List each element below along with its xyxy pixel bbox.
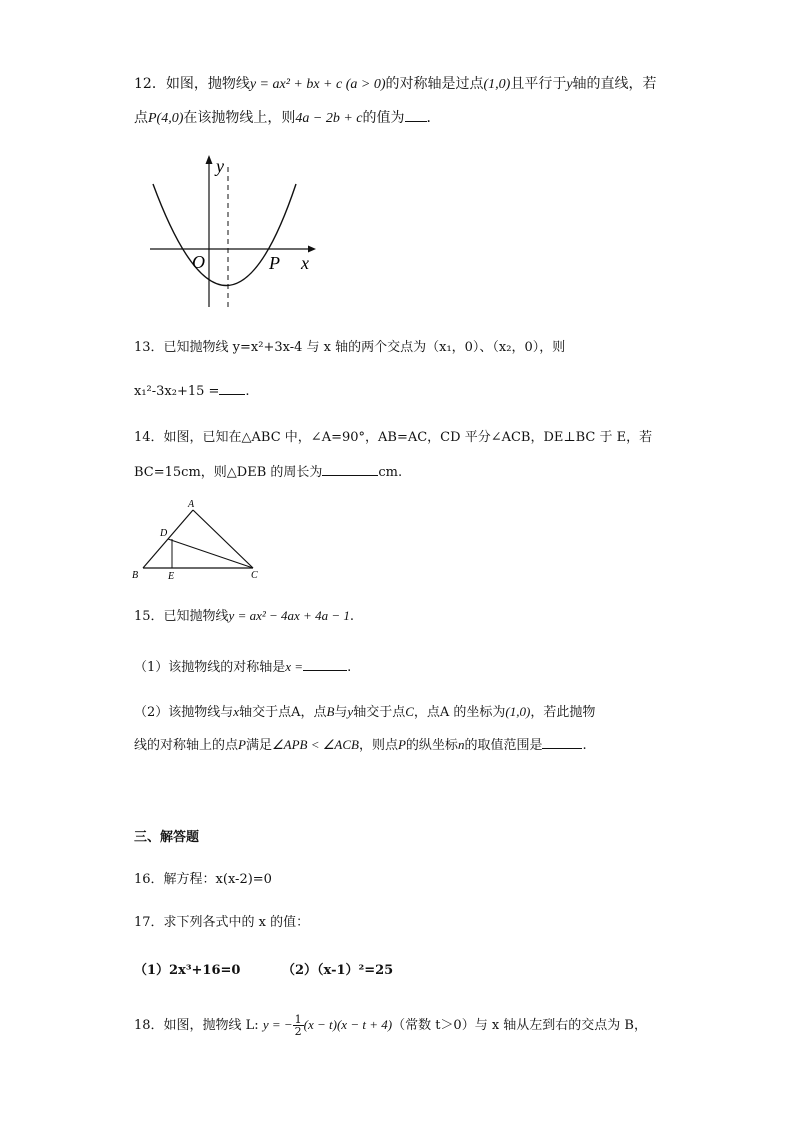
q15-part1-end: . (347, 660, 352, 675)
q15-p2-d: 轴交于点 (353, 705, 406, 720)
label-a: A (188, 499, 195, 510)
label-e: E (168, 571, 175, 582)
q18-line1 (134, 1014, 647, 1037)
q12-equation: y = ax² + bx + c (a > 0) (249, 77, 386, 92)
q15-p2-point: (1,0) (505, 704, 531, 719)
q14-line1 (134, 428, 652, 448)
q13-answer-blank[interactable] (219, 380, 245, 395)
q15-part1-prefix: （1）该抛物线的对称轴是 (134, 660, 286, 675)
q15-p2-y: y (347, 704, 354, 719)
q15-p2-l2e: 的取值范围是 (464, 738, 543, 753)
label-c: C (251, 570, 258, 581)
q18-suffix: （常数 t＞0）与 x 轴从左到右的交点为 B， (392, 1018, 647, 1033)
q15-p2-l2b: 满足 (245, 738, 272, 753)
q15-end: . (349, 609, 354, 624)
q15-p2-l2c: ，则点 (358, 738, 398, 753)
q15-p2-x: x (233, 704, 240, 719)
q14-prefix: BC=15cm，则△DEB 的周长为 (134, 465, 323, 480)
q15-p2-B: B (326, 704, 335, 719)
q15-part1-blank[interactable] (303, 656, 347, 671)
q15-part1-var: x = (285, 659, 304, 674)
label-p: P (269, 253, 280, 273)
q12-answer-blank[interactable] (405, 107, 427, 122)
q15-line1 (134, 606, 354, 627)
label-x: x (301, 253, 309, 273)
q12-point: (1,0) (483, 77, 511, 92)
q13-expression: x₁²-3x₂+15 = (134, 384, 220, 399)
q16: 16．解方程：x(x-2)=0 (134, 872, 272, 887)
q15-p2-e: ，点A 的坐标为 (413, 705, 506, 720)
q15-part1 (134, 656, 351, 678)
q12-mid: 的对称轴是过点 (385, 76, 484, 92)
q13-text: 13．已知抛物线 y=x²+3x-4 与 x 轴的两个交点为（x₁，0）、（x₂，0），则 (134, 340, 566, 355)
q12-line1 (134, 74, 657, 95)
q12-end: ． (426, 110, 441, 126)
q14-answer-blank[interactable] (322, 461, 378, 476)
q18-eq-y: y = − (262, 1017, 293, 1032)
q17-part2: （2）（x-1）²=25 (282, 963, 394, 978)
q15-p2-C: C (405, 704, 414, 719)
q12-y-var: y (566, 77, 573, 92)
q15-part2-blank[interactable] (542, 734, 582, 749)
q18-prefix: 18．如图，抛物线 L: (134, 1018, 259, 1033)
q15-p2-n: n (457, 737, 465, 752)
q12-suffix-b: 轴的直线，若 (572, 76, 657, 92)
q12-line2-suffix: 的值为 (362, 110, 405, 126)
label-origin: O (192, 252, 205, 272)
q18-frac-num: 1 (294, 1013, 302, 1026)
q15-p2-end: . (582, 738, 587, 753)
q15-p2-b: 轴交于点A，点 (239, 705, 327, 720)
q14-text: 14．如图，已知在△ABC 中，∠A=90°，AB=AC，CD 平分∠ACB，DE⊥BC 于 E，若 (134, 430, 653, 445)
q14-suffix: cm. (378, 465, 403, 480)
q18-fraction (293, 1014, 304, 1037)
q12-expression: 4a − 2b + c (295, 111, 363, 126)
q18-frac-den: 2 (294, 1025, 302, 1038)
q17: 17．求下列各式中的 x 的值： (134, 915, 310, 930)
q15-prefix: 15．已知抛物线 (134, 609, 229, 624)
q18-eq-rest: (x − t)(x − t + 4) (303, 1017, 393, 1032)
label-b: B (132, 570, 139, 581)
q12-line2-prefix: 点 (134, 110, 148, 126)
q12-parabola-figure (146, 152, 346, 312)
q13-end: . (245, 384, 250, 399)
q12-line2 (134, 107, 441, 129)
q17-part1: （1）2x³+16=0 (134, 963, 241, 978)
label-y: y (216, 156, 224, 176)
q15-p2-P2: P (397, 737, 406, 752)
segment-cd (168, 539, 253, 568)
q12-point-p: P(4,0) (148, 111, 184, 126)
q15-p2-f: ，若此抛物 (530, 705, 596, 720)
q15-equation: y = ax² − 4ax + 4a − 1 (228, 608, 350, 623)
label-d: D (160, 528, 168, 539)
q13-line2 (134, 380, 250, 402)
q14-triangle-figure (130, 496, 270, 586)
q15-p2-c: 与 (334, 705, 348, 720)
q14-line2 (134, 461, 402, 483)
side-ac (193, 510, 253, 568)
q15-part2-line2 (134, 734, 587, 756)
q12-suffix-a: 且平行于 (510, 76, 567, 92)
q12-line2-mid: 在该抛物线上，则 (183, 110, 296, 126)
q15-p2-cond: ∠APB < ∠ACB (271, 737, 359, 752)
q12-prefix: 12．如图，抛物线 (134, 76, 250, 92)
y-axis-arrow (206, 155, 213, 164)
q15-p2-l2a: 线的对称轴上的点 (134, 738, 239, 753)
q15-p2-a: （2）该抛物线与 (134, 705, 234, 720)
q15-p2-P: P (238, 737, 246, 752)
x-axis-arrow (308, 246, 316, 253)
section-heading: 三、解答题 (134, 830, 200, 845)
q13-line1 (134, 338, 565, 358)
q15-part2-line1 (134, 702, 595, 723)
q15-p2-l2d: 的纵坐标 (405, 738, 458, 753)
